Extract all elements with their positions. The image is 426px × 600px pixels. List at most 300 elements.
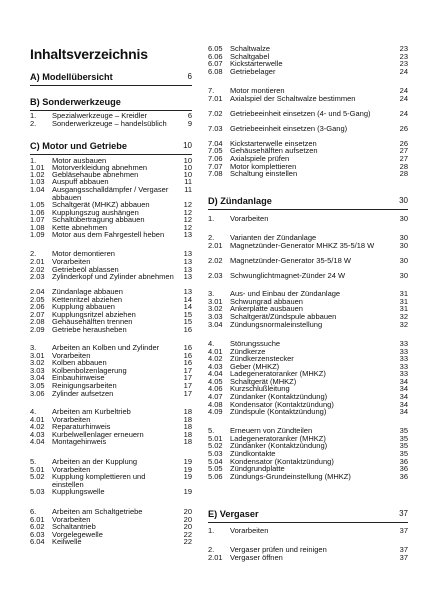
section-page-number: 10	[183, 141, 192, 150]
entry-number: 5.01	[208, 434, 223, 443]
toc-entry	[208, 170, 408, 178]
entry-title: Zündkontakte	[230, 449, 276, 458]
toc-entry	[208, 68, 408, 76]
entry-page-number: 19	[183, 472, 192, 481]
entry-title: Erneuern von Zündteilen	[230, 426, 313, 435]
toc-entry	[208, 321, 408, 329]
section-title: D) Zündanlage	[208, 196, 272, 206]
entry-title: Kolben abbauen	[52, 358, 107, 367]
entry-title: Schaltgerät/Zündspule abbauen	[230, 312, 337, 321]
entry-page-number: 24	[399, 67, 408, 76]
entry-title: Vergaser prüfen und reinigen	[230, 545, 327, 554]
entry-title: Kupplungswelle	[52, 487, 105, 496]
entry-title: Reinigungsarbeiten	[52, 381, 117, 390]
entry-number: 1.05	[30, 200, 45, 209]
entry-number: 1.01	[30, 163, 45, 172]
section-page-number: 6	[187, 72, 192, 81]
entry-page-number: 12	[183, 215, 192, 224]
entry-number: 2.03	[30, 272, 45, 281]
entry-number: 2.06	[30, 302, 45, 311]
entry-page-number: 24	[399, 94, 408, 103]
entry-title: Motor demontieren	[52, 249, 115, 258]
entry-page-number: 30	[399, 256, 408, 265]
entry-number: 1.08	[30, 223, 45, 232]
entry-title: Arbeiten an Kolben und Zylinder	[52, 343, 160, 352]
entry-number: 2.	[30, 249, 37, 258]
section-heading	[30, 97, 192, 107]
entry-number: 7.	[208, 86, 215, 95]
entry-title: Getriebelager	[230, 67, 276, 76]
entry-page-number: 34	[399, 377, 408, 386]
entry-title: Vorarbeiten	[52, 515, 91, 524]
entry-number: 2.02	[30, 265, 45, 274]
entry-page-number: 35	[399, 449, 408, 458]
entry-title: Magnetzünder-Generator MHKZ 35-5/18 W	[230, 241, 375, 250]
entry-title: Schwunglichtmagnet-Zünder 24 W	[230, 271, 346, 280]
entry-page-number: 30	[399, 214, 408, 223]
entry-title: Schaltgabel	[230, 52, 270, 61]
entry-page-number: 27	[399, 146, 408, 155]
entry-number: 5.06	[208, 472, 223, 481]
entry-title: Kupplungszug aushängen	[52, 208, 139, 217]
entry-page-number: 16	[183, 351, 192, 360]
entry-page-number: 30	[399, 271, 408, 280]
entry-number: 4.07	[208, 392, 223, 401]
entry-page-number: 18	[183, 415, 192, 424]
entry-number: 5.02	[208, 441, 223, 450]
entry-number: 1.02	[30, 170, 45, 179]
entry-title: Getriebeeinheit einsetzen (4- und 5-Gang)	[230, 109, 371, 118]
entry-page-number: 18	[183, 430, 192, 439]
entry-title: Störungssuche	[230, 339, 281, 348]
entry-number: 4.02	[208, 354, 223, 363]
entry-number: 3.02	[30, 358, 45, 367]
toc-entry	[208, 257, 408, 265]
entry-page-number: 19	[183, 487, 192, 496]
entry-title: Zündungsnormaleinstellung	[230, 320, 323, 329]
section-title: B) Sonderwerkzeuge	[30, 97, 121, 107]
entry-title: Auspuff abbauen	[52, 177, 109, 186]
entry-title: Kolbenbolzenlagerung	[52, 366, 127, 375]
entry-title: Arbeiten am Schaltgetriebe	[52, 507, 143, 516]
entry-title: Vorarbeiten	[230, 214, 269, 223]
entry-page-number: 36	[399, 464, 408, 473]
entry-page-number: 13	[183, 257, 192, 266]
entry-title: Zündanlage abbauen	[52, 287, 123, 296]
entry-title: Axialspiel der Schaltwalze bestimmen	[230, 94, 356, 103]
entry-page-number: 18	[183, 422, 192, 431]
entry-number: 6.01	[30, 515, 45, 524]
section-underline	[30, 154, 192, 155]
entry-title: Kupplung abbauen	[52, 302, 115, 311]
entry-title: Schaltung einstellen	[230, 169, 298, 178]
entry-title: Zündgrundplatte	[230, 464, 285, 473]
entry-number: 6.05	[208, 44, 223, 53]
entry-page-number: 19	[183, 457, 192, 466]
entry-page-number: 11	[184, 177, 192, 186]
entry-page-number: 36	[399, 472, 408, 481]
section-heading	[208, 196, 408, 206]
entry-page-number: 15	[183, 310, 192, 319]
entry-number: 3.04	[30, 373, 45, 382]
entry-title: Schaltgerät (MHKZ)	[230, 377, 297, 386]
entry-page-number: 17	[183, 381, 192, 390]
entry-number: 6.03	[30, 530, 45, 539]
entry-title: Schaltantrieb	[52, 522, 96, 531]
entry-page-number: 9	[187, 119, 192, 128]
entry-title: Vorarbeiten	[52, 415, 91, 424]
entry-title: Axialspiele prüfen	[230, 154, 290, 163]
entry-number: 4.	[208, 339, 215, 348]
toc-entry	[30, 326, 192, 334]
section-heading	[30, 72, 192, 82]
entry-title: Vorarbeiten	[52, 257, 91, 266]
entry-page-number: 15	[183, 317, 192, 326]
entry-number: 3.03	[208, 312, 223, 321]
toc-entry	[30, 438, 192, 446]
entry-page-number: 6	[187, 111, 192, 120]
entry-number: 2.03	[208, 271, 223, 280]
entry-number: 7.01	[208, 94, 223, 103]
entry-title: Gebläsehaube abnehmen	[52, 170, 139, 179]
entry-title: Kurbelwellenlager erneuern	[52, 430, 144, 439]
toc-entry	[30, 538, 192, 546]
entry-page-number: 35	[399, 426, 408, 435]
entry-number: 1.09	[30, 230, 45, 239]
entry-number: 1.	[30, 156, 37, 165]
entry-page-number: 33	[399, 339, 408, 348]
toc-entry	[30, 273, 192, 281]
entry-number: 3.05	[30, 381, 45, 390]
entry-number: 2.07	[30, 310, 45, 319]
entry-title: Montagehinweis	[52, 437, 107, 446]
entry-page-number: 35	[399, 434, 408, 443]
entry-number: 2.01	[30, 257, 45, 266]
toc-entry	[208, 95, 408, 103]
entry-title: Ausgangsschalldämpfer / Vergaser abbauen	[52, 185, 169, 202]
entry-number: 4.05	[208, 377, 223, 386]
entry-number: 7.08	[208, 169, 223, 178]
page-title: Inhaltsverzeichnis	[30, 46, 148, 62]
entry-number: 6.08	[208, 67, 223, 76]
entry-number: 5.01	[30, 465, 45, 474]
entry-page-number: 20	[183, 515, 192, 524]
entry-page-number: 10	[183, 163, 192, 172]
toc-entry	[30, 390, 192, 398]
entry-number: 6.04	[30, 537, 45, 546]
section-heading	[30, 141, 192, 151]
entry-title: Vorgelegewelle	[52, 530, 103, 539]
entry-page-number: 32	[399, 312, 408, 321]
entry-number: 2.09	[30, 325, 45, 334]
entry-number: 6.02	[30, 522, 45, 531]
entry-number: 2.	[208, 233, 215, 242]
entry-title: Motorverkleidung abnehmen	[52, 163, 148, 172]
entry-page-number: 17	[183, 389, 192, 398]
entry-page-number: 34	[399, 407, 408, 416]
entry-page-number: 14	[183, 295, 192, 304]
entry-title: Vorarbeiten	[52, 465, 91, 474]
entry-title: Reparaturhinweis	[52, 422, 111, 431]
toc-entry	[208, 125, 408, 133]
entry-number: 7.02	[208, 109, 223, 118]
entry-page-number: 13	[183, 272, 192, 281]
entry-number: 2.05	[30, 295, 45, 304]
entry-page-number: 28	[399, 169, 408, 178]
entry-title: Ladegeneratoranker (MHKZ)	[230, 434, 326, 443]
entry-title: Motor ausbauen	[52, 156, 107, 165]
entry-title: Vergaser öffnen	[230, 553, 283, 562]
section-page-number: 37	[399, 509, 408, 518]
entry-title: Gehäusehälften aufsetzen	[230, 146, 318, 155]
section-title: E) Vergaser	[208, 509, 259, 519]
entry-number: 2.08	[30, 317, 45, 326]
entry-title: Arbeiten am Kurbeltrieb	[52, 407, 131, 416]
entry-title: Zündkerzenstecker	[230, 354, 294, 363]
entry-title: Arbeiten an der Kupplung	[52, 457, 138, 466]
entry-title: Kupplung komplettieren und einstellen	[52, 472, 146, 489]
entry-number: 5.04	[208, 457, 223, 466]
section-underline	[30, 85, 192, 86]
entry-number: 1.04	[30, 185, 45, 194]
entry-title: Gehäusehälften trennen	[52, 317, 133, 326]
entry-page-number: 26	[399, 124, 408, 133]
entry-page-number: 30	[399, 233, 408, 242]
entry-page-number: 32	[399, 320, 408, 329]
entry-page-number: 28	[399, 162, 408, 171]
entry-title: Getriebe herausheben	[52, 325, 127, 334]
entry-page-number: 22	[183, 537, 192, 546]
entry-number: 3.	[208, 289, 215, 298]
entry-title: Motor montieren	[230, 86, 285, 95]
entry-number: 4.03	[208, 362, 223, 371]
entry-page-number: 23	[399, 52, 408, 61]
entry-number: 5.03	[208, 449, 223, 458]
entry-page-number: 36	[399, 457, 408, 466]
entry-number: 3.01	[30, 351, 45, 360]
entry-page-number: 34	[399, 400, 408, 409]
entry-page-number: 31	[399, 297, 408, 306]
section-underline	[208, 209, 408, 210]
entry-page-number: 34	[399, 392, 408, 401]
section-underline	[208, 522, 408, 523]
toc-entry	[208, 473, 408, 481]
entry-number: 3.01	[208, 297, 223, 306]
entry-title: Zündanker (Kontaktzündung)	[230, 392, 328, 401]
entry-title: Varianten der Zündanlage	[230, 233, 317, 242]
entry-number: 4.09	[208, 407, 223, 416]
entry-page-number: 18	[183, 437, 192, 446]
entry-number: 7.04	[208, 139, 223, 148]
entry-page-number: 13	[183, 230, 192, 239]
entry-page-number: 10	[183, 170, 192, 179]
entry-number: 7.07	[208, 162, 223, 171]
toc-entry	[30, 488, 192, 496]
entry-title: Spezialwerkzeuge – Kreidler	[52, 111, 148, 120]
entry-title: Zündspule (Kontaktzündung)	[230, 407, 327, 416]
entry-number: 2.01	[208, 553, 223, 562]
entry-number: 5.02	[30, 472, 45, 481]
entry-page-number: 37	[399, 553, 408, 562]
section-title: A) Modellübersicht	[30, 72, 113, 82]
entry-number: 6.06	[208, 52, 223, 61]
entry-page-number: 12	[183, 200, 192, 209]
entry-number: 6.07	[208, 59, 223, 68]
entry-page-number: 13	[183, 287, 192, 296]
entry-number: 2.02	[208, 256, 223, 265]
toc-entry	[208, 215, 408, 223]
entry-page-number: 13	[183, 265, 192, 274]
toc-entry	[208, 408, 408, 416]
entry-page-number: 17	[183, 366, 192, 375]
entry-number: 7.03	[208, 124, 223, 133]
entry-title: Kurzschlußleitung	[230, 384, 290, 393]
entry-page-number: 12	[183, 208, 192, 217]
entry-number: 2.04	[30, 287, 45, 296]
entry-title: Kickstarterwelle einsetzen	[230, 139, 317, 148]
entry-page-number: 31	[399, 289, 408, 298]
entry-title: Zündkerze	[230, 347, 266, 356]
section-title: C) Motor und Getriebe	[30, 141, 127, 151]
entry-title: Motor komplettieren	[230, 162, 297, 171]
entry-number: 1.	[208, 526, 215, 535]
entry-page-number: 20	[183, 507, 192, 516]
entry-page-number: 23	[399, 44, 408, 53]
entry-title: Kondensator (Kontaktzündung)	[230, 400, 334, 409]
entry-page-number: 12	[183, 223, 192, 232]
toc-entry	[208, 242, 408, 250]
entry-title: Geber (MHKZ)	[230, 362, 280, 371]
entry-number: 2.01	[208, 241, 223, 250]
entry-title: Getriebeöl ablassen	[52, 265, 119, 274]
entry-title: Keilwelle	[52, 537, 82, 546]
section-heading	[208, 509, 408, 519]
entry-number: 3.02	[208, 304, 223, 313]
entry-title: Ladegeneratoranker (MHKZ)	[230, 369, 326, 378]
entry-number: 5.	[30, 457, 37, 466]
entry-number: 1.06	[30, 208, 45, 217]
entry-title: Zylinder aufsetzen	[52, 389, 114, 398]
entry-title: Kettenritzel abziehen	[52, 295, 123, 304]
toc-entry	[208, 554, 408, 562]
entry-title: Kickstarterwelle	[230, 59, 283, 68]
entry-page-number: 24	[399, 86, 408, 95]
entry-page-number: 19	[183, 465, 192, 474]
entry-title: Schaltwalze	[230, 44, 271, 53]
entry-page-number: 16	[183, 325, 192, 334]
entry-title: Schwungrad abbauen	[230, 297, 303, 306]
entry-number: 3.	[30, 343, 37, 352]
toc-entry	[208, 110, 408, 118]
entry-number: 4.01	[208, 347, 223, 356]
entry-number: 6.	[30, 507, 37, 516]
entry-page-number: 23	[399, 59, 408, 68]
entry-number: 3.06	[30, 389, 45, 398]
entry-number: 3.04	[208, 320, 223, 329]
entry-number: 4.	[30, 407, 37, 416]
entry-number: 4.04	[208, 369, 223, 378]
entry-number: 1.	[30, 111, 37, 120]
entry-title: Motor aus dem Fahrgestell heben	[52, 230, 165, 239]
entry-title: Schaltgerät (MHKZ) abbauen	[52, 200, 150, 209]
entry-title: Kupplungsritzel abziehen	[52, 310, 136, 319]
entry-number: 7.05	[208, 146, 223, 155]
entry-title: Magnetzünder-Generator 35-5/18 W	[230, 256, 351, 265]
entry-page-number: 37	[399, 545, 408, 554]
entry-page-number: 18	[183, 407, 192, 416]
toc-entry	[30, 473, 192, 488]
entry-title: Zylinderkopf und Zylinder abnehmen	[52, 272, 174, 281]
entry-number: 5.05	[208, 464, 223, 473]
entry-title: Zündanker (Kontaktzündung)	[230, 441, 328, 450]
entry-page-number: 22	[183, 530, 192, 539]
entry-page-number: 24	[399, 109, 408, 118]
entry-number: 5.03	[30, 487, 45, 496]
toc-entry	[30, 120, 192, 128]
entry-title: Sonderwerkzeuge – handelsüblich	[52, 119, 167, 128]
entry-number: 5.	[208, 426, 215, 435]
entry-number: 4.06	[208, 384, 223, 393]
entry-page-number: 20	[183, 522, 192, 531]
entry-number: 4.01	[30, 415, 45, 424]
entry-title: Schaltübertragung abbauen	[52, 215, 145, 224]
entry-title: Vorarbeiten	[230, 526, 269, 535]
entry-number: 3.03	[30, 366, 45, 375]
entry-page-number: 34	[399, 384, 408, 393]
entry-page-number: 33	[399, 347, 408, 356]
entry-title: Kondensator (Kontaktzündung)	[230, 457, 334, 466]
entry-number: 4.02	[30, 422, 45, 431]
entry-page-number: 27	[399, 154, 408, 163]
entry-number: 2.	[208, 545, 215, 554]
toc-entry	[208, 272, 408, 280]
entry-page-number: 35	[399, 441, 408, 450]
entry-page-number: 37	[399, 526, 408, 535]
entry-page-number: 11	[184, 185, 192, 194]
entry-page-number: 26	[399, 139, 408, 148]
entry-page-number: 30	[399, 241, 408, 250]
entry-page-number: 16	[183, 358, 192, 367]
entry-number: 7.06	[208, 154, 223, 163]
entry-page-number: 33	[399, 354, 408, 363]
entry-title: Zündungs-Grundeinstellung (MHKZ)	[230, 472, 351, 481]
entry-title: Getriebeeinheit einsetzen (3-Gang)	[230, 124, 348, 133]
entry-number: 1.	[208, 214, 215, 223]
entry-page-number: 33	[399, 369, 408, 378]
entry-page-number: 10	[183, 156, 192, 165]
entry-page-number: 16	[183, 343, 192, 352]
entry-number: 4.08	[208, 400, 223, 409]
entry-page-number: 13	[183, 249, 192, 258]
entry-number: 4.04	[30, 437, 45, 446]
entry-number: 1.03	[30, 177, 45, 186]
toc-entry	[30, 231, 192, 239]
entry-page-number: 33	[399, 362, 408, 371]
entry-number: 2.	[30, 119, 37, 128]
entry-page-number: 17	[183, 373, 192, 382]
entry-title: Ankerplatte ausbauen	[230, 304, 303, 313]
entry-title: Einbauhinweise	[52, 373, 105, 382]
section-page-number: 30	[399, 196, 408, 205]
entry-title: Aus- und Einbau der Zündanlage	[230, 289, 341, 298]
toc-entry	[30, 186, 192, 201]
entry-page-number: 14	[183, 302, 192, 311]
entry-number: 1.07	[30, 215, 45, 224]
entry-title: Kette abnehmen	[52, 223, 108, 232]
entry-page-number: 31	[399, 304, 408, 313]
entry-number: 4.03	[30, 430, 45, 439]
entry-title: Vorarbeiten	[52, 351, 91, 360]
